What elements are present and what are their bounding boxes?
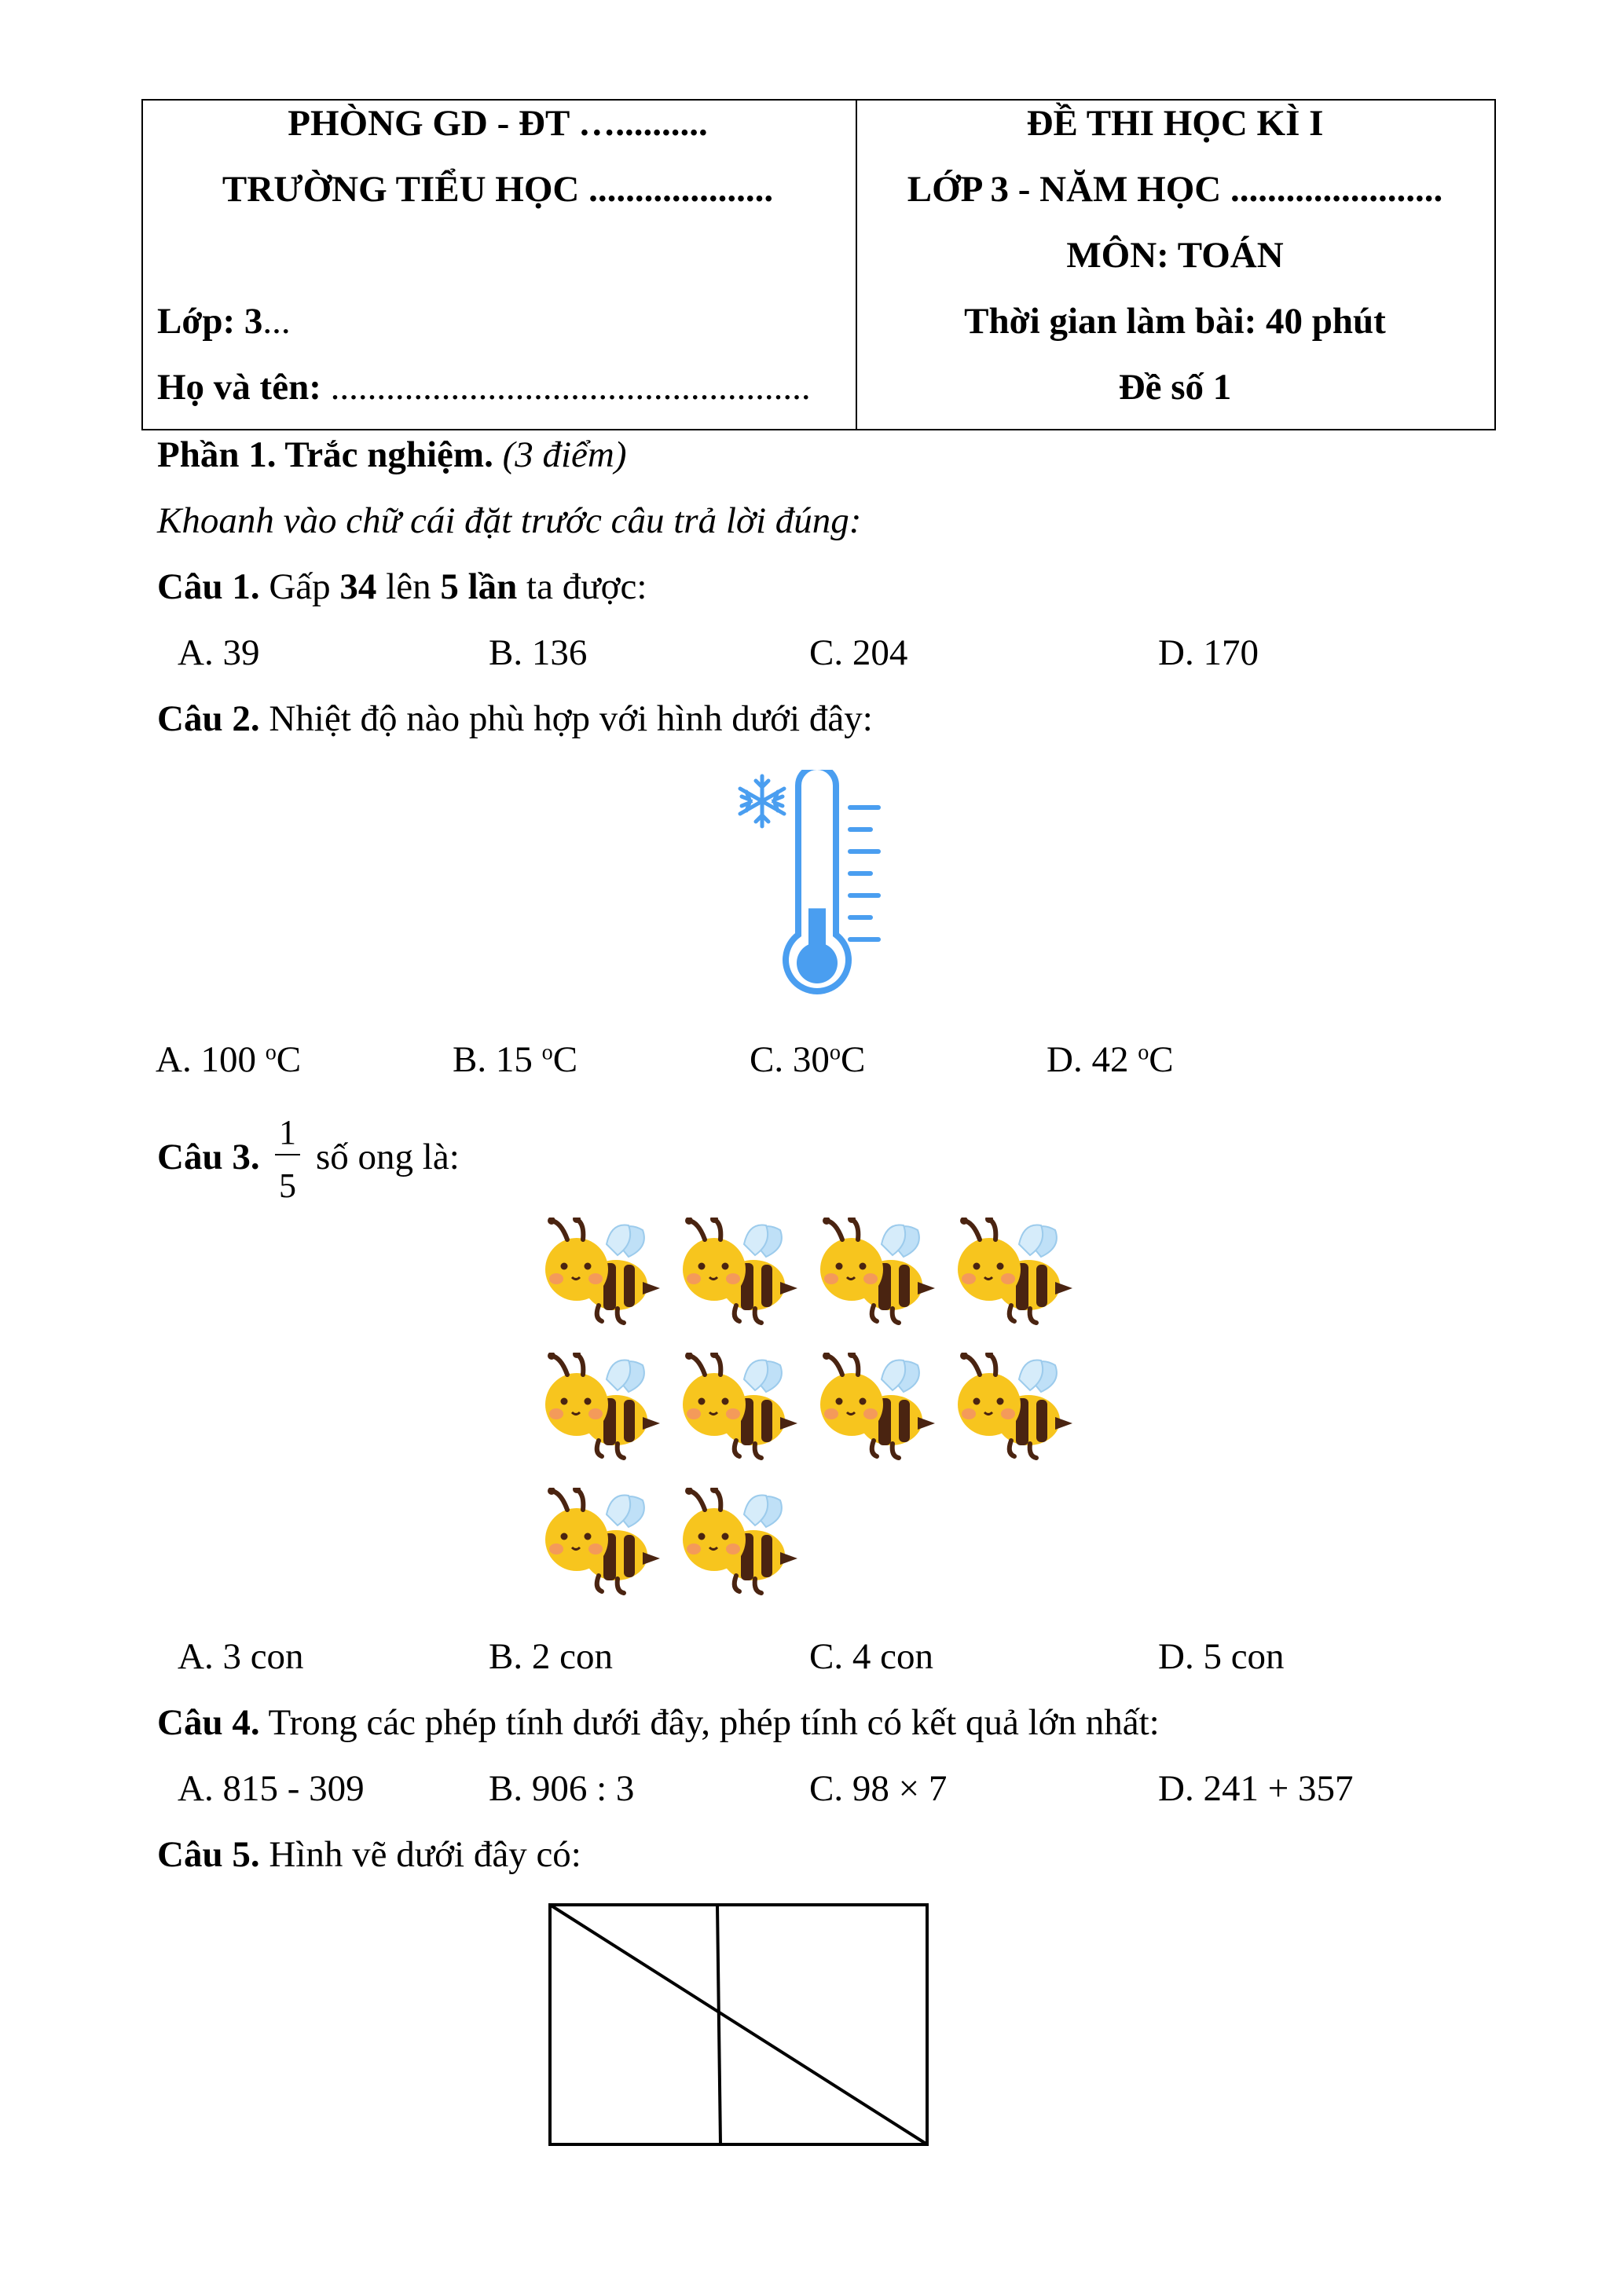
q3-fraction-bar [275,1154,300,1155]
q3-option-a[interactable]: A. 3 con [178,1636,304,1677]
q2-option-c-value: C. 30 [750,1039,830,1080]
q3-fraction-numerator: 1 [279,1113,296,1152]
figure-vertical-line [717,1905,720,2144]
thermometer-icon [786,770,849,991]
name-label: Họ và tên: [157,367,321,408]
header-school: TRƯỜNG TIỂU HỌC .................... [222,169,774,210]
thermometer-scale [850,807,878,939]
q1-text-3: ta được: [517,566,647,607]
q1-label: Câu 1. [157,566,260,607]
q3-fraction-denominator: 5 [279,1166,296,1205]
bee-icon [817,1218,943,1335]
part1-heading [157,434,627,475]
q4-option-a[interactable]: A. 815 - 309 [178,1768,365,1809]
bee-icon [542,1488,668,1606]
bee-icon [542,1353,668,1470]
q2-option-c-degree: o [829,1040,841,1065]
q3-label: Câu 3. [157,1137,260,1177]
q1-option-d[interactable]: D. 170 [1158,632,1259,673]
q5-text [157,1836,581,1873]
bee-icon [955,1218,1080,1335]
q1-option-a[interactable]: A. 39 [178,632,260,673]
q4-text [157,1702,1160,1743]
q4-option-d[interactable]: D. 241 + 357 [1158,1768,1354,1809]
class-label: Lớp: 3 [157,301,263,342]
header-class [157,303,291,340]
q2-label: Câu 2. [157,698,260,739]
bee-icon [680,1218,805,1335]
q2-option-d[interactable] [1047,1039,1174,1080]
bee-icon [680,1488,805,1606]
bee-icon [955,1353,1080,1470]
snowflake-icon [740,776,784,826]
q1-option-b[interactable]: B. 136 [489,632,588,673]
exam-title: ĐỀ THI HỌC KÌ I [1026,103,1324,144]
q2-question: Nhiệt độ nào phù hợp với hình dưới đây: [259,698,873,739]
exam-duration: Thời gian làm bài: 40 phút [964,301,1386,342]
q2-option-b-degree: o [541,1040,553,1065]
q2-option-d-value: D. 42 [1047,1039,1138,1080]
q3-option-c[interactable]: C. 4 con [809,1636,933,1677]
q5-geometry-figure [542,1893,935,2152]
q2-option-b-value: B. 15 [453,1039,542,1080]
q1-option-c[interactable]: C. 204 [809,632,908,673]
thermometer-figure [731,770,896,1013]
exam-number: Đề số 1 [1118,367,1232,408]
q4-option-b[interactable]: B. 906 : 3 [489,1768,635,1809]
q1-text-1: Gấp [259,566,340,607]
q5-question: Hình vẽ dưới đây có: [259,1834,581,1875]
q2-option-d-unit: C [1149,1039,1174,1080]
q3-text: số ong là: [316,1137,460,1177]
q3-option-b[interactable]: B. 2 con [489,1636,613,1677]
header-name [157,369,811,406]
q2-text [157,698,873,739]
exam-grade-year: LỚP 3 - NĂM HỌC ....................... [907,169,1443,210]
q2-option-a[interactable] [156,1039,302,1080]
q5-label: Câu 5. [157,1834,260,1875]
q1-text-2: lên [376,566,441,607]
class-dots: ... [262,301,291,342]
q2-option-a-value: A. 100 [156,1039,266,1080]
q4-question: Trong các phép tính dưới đây, phép tính có kết quả lớn nhất: [259,1702,1160,1743]
q2-option-c[interactable] [750,1039,866,1080]
header-department: PHÒNG GD - ĐT ….......... [288,103,708,144]
q2-option-a-unit: C [276,1039,302,1080]
q1-text [157,566,647,607]
bee-icon [542,1218,668,1335]
q4-label: Câu 4. [157,1702,260,1743]
bee-icon [817,1353,943,1470]
q2-option-d-degree: o [1138,1040,1149,1065]
q2-option-b[interactable] [453,1039,578,1080]
q2-option-a-degree: o [265,1040,277,1065]
part1-points: (3 điểm) [502,434,627,475]
q4-option-c[interactable]: C. 98 × 7 [809,1768,948,1809]
exam-subject: MÔN: TOÁN [1066,235,1284,276]
q1-number-1: 34 [339,566,377,607]
q2-option-b-unit: C [552,1039,578,1080]
bee-icon [680,1353,805,1470]
q3-option-d[interactable]: D. 5 con [1158,1636,1285,1677]
q2-option-c-unit: C [840,1039,866,1080]
bee-grid [542,1218,1108,1626]
name-dots: .................................................... [321,367,811,408]
figure-diagonal-line [550,1905,927,2144]
part1-title: Phần 1. Trắc nghiệm. [157,434,493,475]
q1-number-2: 5 lần [440,566,518,607]
thermometer-bulb [797,943,838,983]
part1-instruction: Khoanh vào chữ cái đặt trước câu trả lời đúng: [157,500,862,541]
